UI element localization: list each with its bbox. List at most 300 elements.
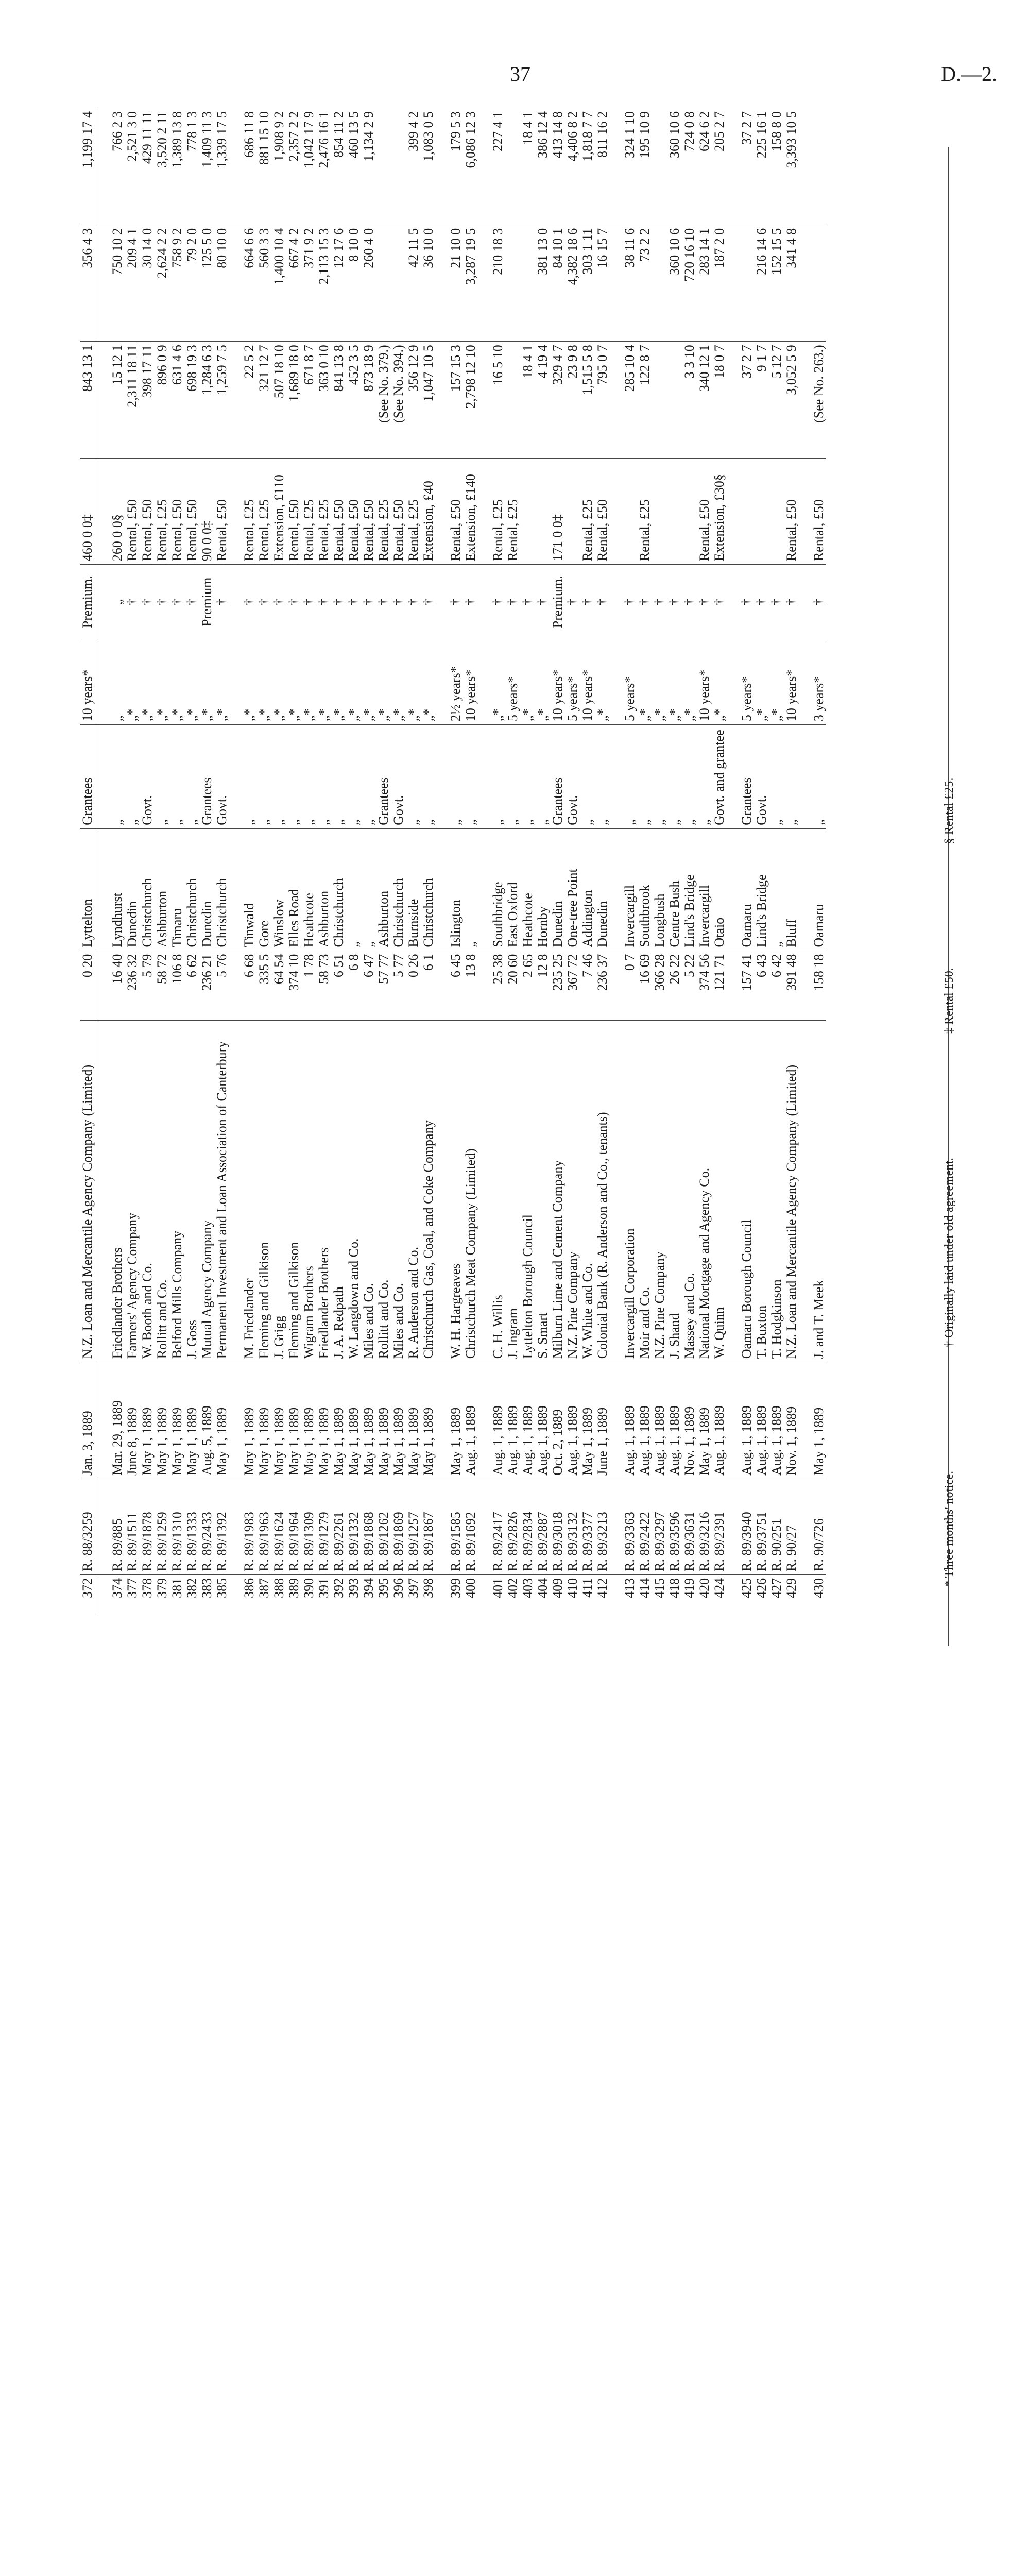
cell-ref: R. 89/1333: [184, 1479, 199, 1574]
cell-no: 425: [739, 1578, 754, 1598]
cell-ref: R. 89/3213: [595, 1479, 610, 1574]
table-row: [406, 108, 421, 1613]
cell-name: S. Smart: [535, 1020, 550, 1362]
cell-term: „*: [520, 639, 535, 725]
cell-area: 158 18: [811, 951, 826, 1020]
table-row: [214, 108, 229, 1613]
cell-term: „*: [490, 639, 505, 725]
cell-ref: R. 90/726: [811, 1479, 826, 1574]
cell-ref: R. 89/1867: [421, 1479, 436, 1574]
cell-name: N.Z. Pine Company: [652, 1020, 667, 1362]
cell-v2: 38 11 6: [622, 225, 637, 342]
table-row: [637, 108, 652, 1613]
cell-grantee: „: [697, 725, 712, 829]
cell-v3: 724 0 8: [682, 108, 697, 225]
cell-station: Ashburton: [155, 828, 169, 951]
cell-name: Miles and Co.: [361, 1020, 376, 1362]
cell-station: Christchurch: [214, 828, 229, 951]
cell-term: „*: [331, 639, 346, 725]
cell-v3: 1,042 17 9: [301, 108, 316, 225]
cell-ref: R. 89/2887: [535, 1479, 550, 1574]
cell-premium: †: [421, 565, 436, 639]
cell-station: Tinwald: [242, 828, 256, 951]
cell-area: 391 48: [784, 951, 799, 1020]
cell-no: 398: [421, 1578, 436, 1598]
cell-station: Invercargill: [697, 828, 712, 951]
table-row: [376, 108, 391, 1613]
cell-name: Friedlander Brothers: [316, 1020, 331, 1362]
cell-station: Lind's Bridge: [682, 828, 697, 951]
cell-no: 394: [361, 1578, 376, 1598]
cell-ref: R. 89/1511: [125, 1479, 140, 1574]
cell-premium: †: [652, 565, 667, 639]
cell-v3: 324 1 10: [622, 108, 637, 225]
cell-v1: 698 19 3: [184, 342, 199, 459]
cell-v1: 15 12 1: [110, 342, 125, 459]
cell-ref: R. 89/2417: [490, 1479, 505, 1574]
cell-area: 374 56: [697, 951, 712, 1020]
cell-grantee: „: [256, 725, 271, 829]
cell-v1: 1,284 6 3: [199, 342, 214, 459]
cell-area: 12 8: [535, 951, 550, 1020]
cell-grantee: „: [769, 725, 784, 829]
cell-ref: R. 89/3297: [652, 1479, 667, 1574]
cell-v2: 4,382 18 6: [565, 225, 580, 342]
table-row: [155, 108, 169, 1613]
cell-grantee: Govt.: [754, 725, 769, 829]
cell-name: Oamaru Borough Council: [739, 1020, 754, 1362]
cell-v2: 84 10 1: [550, 225, 565, 342]
cell-name: J. A. Redpath: [331, 1020, 346, 1362]
cell-no: 391: [316, 1578, 331, 1598]
table-row: [682, 108, 697, 1613]
cell-station: Oamaru: [739, 828, 754, 951]
cell-grantee: „: [580, 725, 595, 829]
cell-v3: 2,476 16 1: [316, 108, 331, 225]
cell-date: May 1, 1889: [361, 1362, 376, 1479]
table-row: [565, 108, 580, 1613]
cell-v2: [391, 225, 406, 342]
cell-rental: Rental, £50: [784, 458, 799, 564]
cell-grantee: „: [331, 725, 346, 829]
cell-rental: Extension, £110: [271, 458, 286, 564]
cell-v2: 2,113 15 3: [316, 225, 331, 342]
cell-name: Friedlander Brothers: [110, 1020, 125, 1362]
cell-area: 374 10: [286, 951, 301, 1020]
cell-grantee: „: [242, 725, 256, 829]
cell-term: „*: [406, 639, 421, 725]
cell-grantee: „: [125, 725, 140, 829]
table-row: [769, 108, 784, 1613]
cell-v2: 125 5 0: [199, 225, 214, 342]
cell-term: „*: [361, 639, 376, 725]
cell-premium: †: [811, 565, 826, 639]
cell-v1: 122 8 7: [637, 342, 652, 459]
cell-v2: 560 3 3: [256, 225, 271, 342]
cell-v1: [667, 342, 682, 459]
cell-v2: 79 2 0: [184, 225, 199, 342]
cell-v3: [652, 108, 667, 225]
cell-ref: R. 89/1983: [242, 1479, 256, 1574]
cell-no: 387: [256, 1578, 271, 1598]
cell-name: Belford Mills Company: [169, 1020, 184, 1362]
cell-station: Lind's Bridge: [754, 828, 769, 951]
cell-v3: 399 4 2: [406, 108, 421, 225]
table-row: [667, 108, 682, 1613]
cell-name: Miles and Co.: [391, 1020, 406, 1362]
table-row: [110, 108, 125, 1613]
cell-area: 157 41: [739, 951, 754, 1020]
cell-v1: 157 15 3: [448, 342, 463, 459]
cell-rental: Rental, £50: [214, 458, 229, 564]
cell-station: Oamaru: [811, 828, 826, 951]
cell-no: 419: [682, 1578, 697, 1598]
cell-rental: Rental, £50: [811, 458, 826, 564]
cell-date: May 1, 1889: [697, 1362, 712, 1479]
cell-ref: R. 89/1964: [286, 1479, 301, 1574]
cell-term: „*: [682, 639, 697, 725]
cell-station: Christchurch: [421, 828, 436, 951]
cell-area: 366 28: [652, 951, 667, 1020]
table-row: [256, 108, 271, 1613]
cell-area: 16 69: [637, 951, 652, 1020]
cell-area: 367 72: [565, 951, 580, 1020]
cell-ref: R. 89/3940: [739, 1479, 754, 1574]
cell-v3: 1,389 13 8: [169, 108, 184, 225]
cell-premium: †: [637, 565, 652, 639]
cell-no: 393: [346, 1578, 361, 1598]
cell-date: Nov. 1, 1889: [682, 1362, 697, 1479]
cell-v1: 3,052 5 9: [784, 342, 799, 459]
cell-v2: [376, 225, 391, 342]
cell-grantee: „: [520, 725, 535, 829]
cell-grantee: „: [421, 725, 436, 829]
cell-v1: 795 0 7: [595, 342, 610, 459]
cell-rental: Rental, £50: [286, 458, 301, 564]
cell-grantee: Grantees: [376, 725, 391, 829]
cell-station: Lyttelton: [80, 828, 97, 951]
cell-v3: 195 10 9: [637, 108, 652, 225]
cell-area: 58 72: [155, 951, 169, 1020]
cell-rental: [682, 458, 697, 564]
cell-term: 5 years*: [739, 639, 754, 725]
cell-v3: 3,520 2 11: [155, 108, 169, 225]
cell-station: Christchurch: [331, 828, 346, 951]
cell-premium: †: [316, 565, 331, 639]
cell-station: Otaio: [712, 828, 727, 951]
cell-grantee: „: [301, 725, 316, 829]
cell-ref: R. 89/1279: [316, 1479, 331, 1574]
cell-term: 10 years*: [697, 639, 712, 725]
cell-no: 409: [550, 1578, 565, 1598]
cell-date: May 1, 1889: [376, 1362, 391, 1479]
cell-name: Farmers' Agency Company: [125, 1020, 140, 1362]
cell-v2: 720 16 10: [682, 225, 697, 342]
table-row: [421, 108, 436, 1613]
cell-no: 383: [199, 1578, 214, 1598]
cell-premium: †: [565, 565, 580, 639]
cell-area: 335 5: [256, 951, 271, 1020]
cell-ref: R. 88/3259: [80, 1479, 97, 1574]
cell-v3: 1,199 17 4: [80, 108, 97, 225]
cell-ref: R. 89/3751: [754, 1479, 769, 1574]
cell-name: Milburn Lime and Cement Company: [550, 1020, 565, 1362]
cell-grantee: Govt.: [214, 725, 229, 829]
cell-no: 404: [535, 1578, 550, 1598]
table-row: [697, 108, 712, 1613]
cell-ref: R. 90/27: [784, 1479, 799, 1574]
cell-v2: 260 4 0: [361, 225, 376, 342]
cell-premium: †: [739, 565, 754, 639]
cell-area: 236 32: [125, 951, 140, 1020]
cell-area: 26 22: [667, 951, 682, 1020]
cell-area: 6 51: [331, 951, 346, 1020]
cell-area: 5 76: [214, 951, 229, 1020]
cell-ref: R. 89/1309: [301, 1479, 316, 1574]
cell-v3: 1,818 7 7: [580, 108, 595, 225]
cell-area: 5 22: [682, 951, 697, 1020]
row-gap: [97, 108, 110, 1613]
cell-date: Aug. 1, 1889: [667, 1362, 682, 1479]
cell-v1: 1,689 18 0: [286, 342, 301, 459]
cell-area: 7 46: [580, 951, 595, 1020]
cell-date: May 1, 1889: [811, 1362, 826, 1479]
cell-station: Longbush: [652, 828, 667, 951]
cell-date: Oct. 2, 1889: [550, 1362, 565, 1479]
cell-v1: [505, 342, 520, 459]
cell-term: „*: [595, 639, 610, 725]
cell-grantee: Govt. and grantee: [712, 725, 727, 829]
cell-v2: 360 10 6: [667, 225, 682, 342]
cell-premium: †: [682, 565, 697, 639]
cell-station: Lyndhurst: [110, 828, 125, 951]
table-row: [184, 108, 199, 1613]
cell-rental: [520, 458, 535, 564]
cell-grantee: „: [637, 725, 652, 829]
cell-date: Aug. 1, 1889: [463, 1362, 478, 1479]
cell-v3: 225 16 1: [754, 108, 769, 225]
cell-area: 25 38: [490, 951, 505, 1020]
cell-date: Aug. 1, 1889: [490, 1362, 505, 1479]
cell-station: Southbrook: [637, 828, 652, 951]
cell-ref: R. 89/2391: [712, 1479, 727, 1574]
cell-name: T. Hodgkinson: [769, 1020, 784, 1362]
cell-v3: 854 11 2: [331, 108, 346, 225]
cell-area: 20 60: [505, 951, 520, 1020]
cell-v3: 624 6 2: [697, 108, 712, 225]
cell-ref: R. 89/3018: [550, 1479, 565, 1574]
cell-name: M. Friedlander: [242, 1020, 256, 1362]
row-gap: [610, 108, 622, 1613]
page-number: 37: [510, 62, 530, 86]
cell-v2: 12 17 6: [331, 225, 346, 342]
cell-date: Aug. 1, 1889: [652, 1362, 667, 1479]
cell-v1: 398 17 11: [140, 342, 155, 459]
cell-premium: †: [125, 565, 140, 639]
cell-v1: 1,047 10 5: [421, 342, 436, 459]
cell-v3: [391, 108, 406, 225]
table-row: [361, 108, 376, 1613]
cell-no: 410: [565, 1578, 580, 1598]
cell-station: „: [463, 828, 478, 951]
row-gap: [478, 108, 490, 1613]
cell-v3: 2,357 2 2: [286, 108, 301, 225]
cell-v1: 329 4 7: [550, 342, 565, 459]
cell-premium: †: [242, 565, 256, 639]
cell-area: 6 62: [184, 951, 199, 1020]
cell-station: Heathcote: [301, 828, 316, 951]
cell-grantee: Grantees: [739, 725, 754, 829]
cell-station: Gore: [256, 828, 271, 951]
cell-premium: †: [784, 565, 799, 639]
cell-no: 415: [652, 1578, 667, 1598]
cell-area: 57 77: [376, 951, 391, 1020]
cell-v1: 671 8 7: [301, 342, 316, 459]
cell-v2: 356 4 3: [80, 225, 97, 342]
table-row: [301, 108, 316, 1613]
table-row: [463, 108, 478, 1613]
cell-area: 13 8: [463, 951, 478, 1020]
cell-name: Christchurch Meat Company (Limited): [463, 1020, 478, 1362]
cell-term: „*: [637, 639, 652, 725]
cell-v3: 360 10 6: [667, 108, 682, 225]
cell-name: Mutual Agency Company: [199, 1020, 214, 1362]
cell-rental: Rental, £50: [595, 458, 610, 564]
cell-name: Fleming and Gilkison: [256, 1020, 271, 1362]
cell-area: 1 78: [301, 951, 316, 1020]
cell-v3: 686 11 8: [242, 108, 256, 225]
cell-name: Massey and Co.: [682, 1020, 697, 1362]
cell-no: 403: [520, 1578, 535, 1598]
cell-no: 399: [448, 1578, 463, 1598]
cell-no: 413: [622, 1578, 637, 1598]
cell-area: 106 8: [169, 951, 184, 1020]
cell-station: Dunedin: [125, 828, 140, 951]
cell-name: W. Quinn: [712, 1020, 727, 1362]
cell-term: „*: [421, 639, 436, 725]
cell-area: 2 65: [520, 951, 535, 1020]
cell-v1: 896 0 9: [155, 342, 169, 459]
cell-v3: 386 12 4: [535, 108, 550, 225]
cell-name: Moir and Co.: [637, 1020, 652, 1362]
cell-v2: [652, 225, 667, 342]
cell-v3: 778 1 3: [184, 108, 199, 225]
cell-v1: 841 13 8: [331, 342, 346, 459]
cell-date: May 1, 1889: [316, 1362, 331, 1479]
cell-station: Christchurch: [140, 828, 155, 951]
cell-v1: (See No. 379.): [376, 342, 391, 459]
cell-date: May 1, 1889: [406, 1362, 421, 1479]
cell-ref: R. 89/1259: [155, 1479, 169, 1574]
cell-grantee: Govt.: [565, 725, 580, 829]
cell-v1: 2,798 12 10: [463, 342, 478, 459]
cell-v3: 766 2 3: [110, 108, 125, 225]
cell-no: 379: [155, 1578, 169, 1598]
cell-premium: †: [155, 565, 169, 639]
cell-station: Bluff: [784, 828, 799, 951]
cell-ref: R. 89/1257: [406, 1479, 421, 1574]
cell-area: 6 8: [346, 951, 361, 1020]
cell-term: 5 years*: [565, 639, 580, 725]
cell-v2: 8 10 0: [346, 225, 361, 342]
cell-grantee: „: [682, 725, 697, 829]
table-row: [520, 108, 535, 1613]
cell-area: 5 77: [391, 951, 406, 1020]
table-row: [622, 108, 637, 1613]
cell-no: 414: [637, 1578, 652, 1598]
cell-ref: R. 90/251: [769, 1479, 784, 1574]
cell-ref: R. 89/1392: [214, 1479, 229, 1574]
table-row: [595, 108, 610, 1613]
cell-term: „*: [316, 639, 331, 725]
cell-name: N.Z. Loan and Mercantile Agency Company (Limited): [784, 1020, 799, 1362]
cell-premium: †: [346, 565, 361, 639]
cell-grantee: „: [346, 725, 361, 829]
cell-term: 5 years*: [622, 639, 637, 725]
cell-station: Dunedin: [550, 828, 565, 951]
cell-station: Elles Road: [286, 828, 301, 951]
cell-station: Christchurch: [184, 828, 199, 951]
cell-ref: R. 89/1868: [361, 1479, 376, 1574]
cell-grantee: „: [448, 725, 463, 829]
cell-rental: Extension, £40: [421, 458, 436, 564]
cell-v2: 42 11 5: [406, 225, 421, 342]
cell-name: Lyttelton Borough Council: [520, 1020, 535, 1362]
row-gap: [436, 108, 448, 1613]
cell-no: 430: [811, 1578, 826, 1598]
cell-v1: 5 12 7: [769, 342, 784, 459]
cell-term: „*: [667, 639, 682, 725]
cell-premium: †: [406, 565, 421, 639]
cell-premium: †: [580, 565, 595, 639]
cell-name: J. Ingram: [505, 1020, 520, 1362]
cell-no: 385: [214, 1578, 229, 1598]
cell-rental: [622, 458, 637, 564]
cell-station: Burnside: [406, 828, 421, 951]
cell-ref: R. 89/2826: [505, 1479, 520, 1574]
cell-area: 6 1: [421, 951, 436, 1020]
cell-rental: [739, 458, 754, 564]
cell-term: 2½ years*: [448, 639, 463, 725]
cell-v3: 1,083 0 5: [421, 108, 436, 225]
cell-rental: 90 0 0‡: [199, 458, 214, 564]
cell-term: „*: [301, 639, 316, 725]
cell-term: „: [110, 639, 125, 725]
cell-rental: Extension, £30§: [712, 458, 727, 564]
cell-premium: †: [391, 565, 406, 639]
cell-premium: „: [110, 565, 125, 639]
cell-grantee: Grantees: [199, 725, 214, 829]
table-row: [286, 108, 301, 1613]
cell-date: May 1, 1889: [256, 1362, 271, 1479]
cell-no: 395: [376, 1578, 391, 1598]
cell-grantee: Govt.: [391, 725, 406, 829]
cell-rental: Rental, £25: [242, 458, 256, 564]
cell-v2: 664 6 6: [242, 225, 256, 342]
cell-v3: 227 4 1: [490, 108, 505, 225]
cell-v2: 758 9 2: [169, 225, 184, 342]
cell-ref: R. 89/1869: [391, 1479, 406, 1574]
cell-ref: R. 89/1624: [271, 1479, 286, 1574]
cell-premium: †: [256, 565, 271, 639]
cell-v1: (See No. 263.): [811, 342, 826, 459]
cell-rental: Rental, £25: [316, 458, 331, 564]
cell-premium: †: [697, 565, 712, 639]
cell-v3: 3,393 10 5: [784, 108, 799, 225]
table-row: [580, 108, 595, 1613]
cell-no: 386: [242, 1578, 256, 1598]
cell-premium: †: [769, 565, 784, 639]
